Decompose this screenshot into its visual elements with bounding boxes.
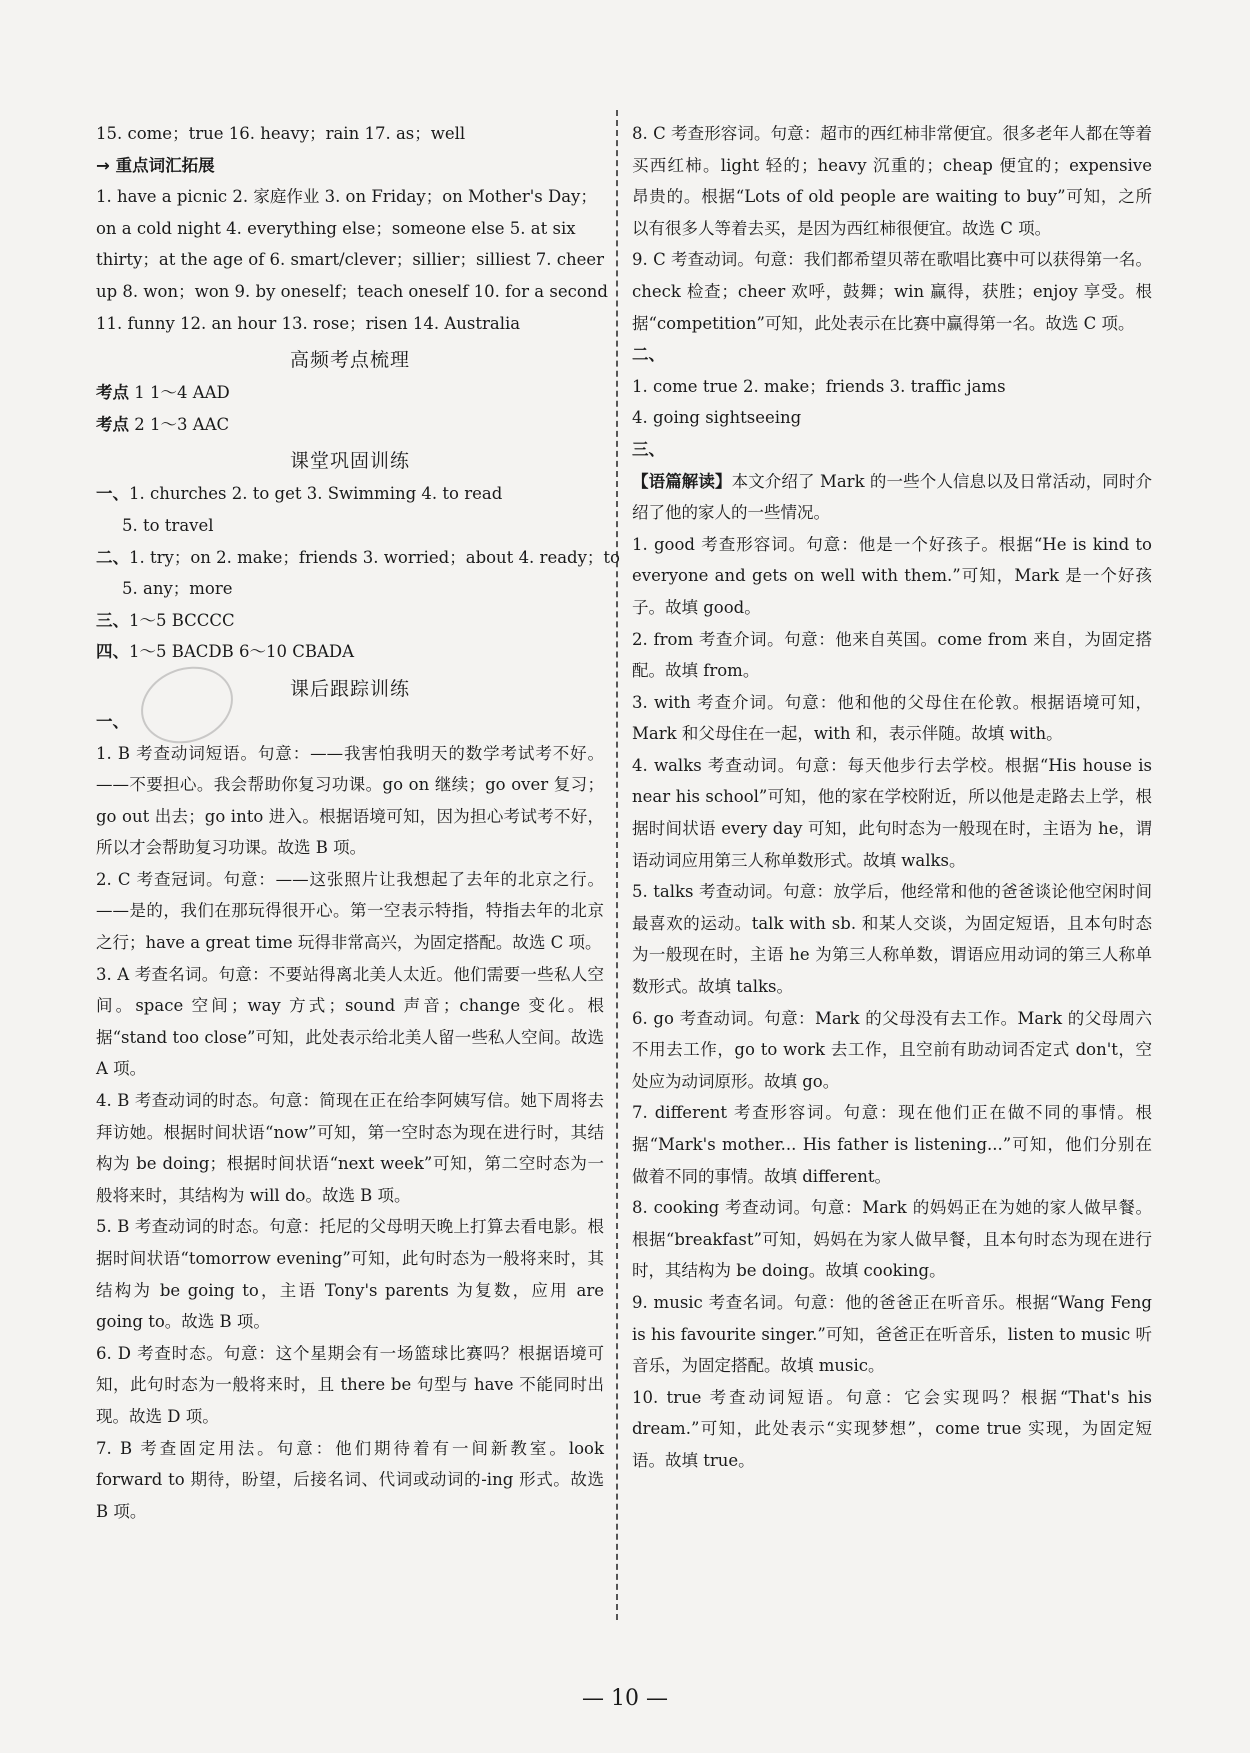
vocab-line: up 8. won；won 9. by oneself；teach oneself 10. for a second	[96, 281, 608, 301]
answer-item: 9. C 考查动词。句意：我们都希望贝蒂在歌唱比赛中可以获得第一名。check 检查；cheer 欢呼，鼓舞；win 赢得，获胜；enjoy 享受。根据“competition”可知，此处表示在比赛中赢得第一名。故选 C 项。	[632, 250, 1152, 333]
answer-item: 1. good 考查形容词。句意：他是一个好孩子。根据“He is kind to everyone and gets on well with them.”可知，Mark 是一个好孩子。故填 good。	[632, 534, 1152, 617]
answer-item: 4. walks 考查动词。句意：每天他步行去学校。根据“His house is near his school”可知，他的家在学校附近，所以他是走路去上学，根据时间状语 every day 可知，此句时态为一般现在时，主语为 he，谓语动词应用第三人称单数形式。故填 walks。	[632, 755, 1152, 870]
answer-item: 7. different 考查形容词。句意：现在他们正在做不同的事情。根据“Mark's mother... His father is listening...”可知，他们分别在做着不同的事情。故填 different。	[632, 1103, 1152, 1186]
section-title: 课后跟踪训练	[289, 677, 410, 700]
practice-line: 二、1. try；on 2. make；friends 3. worried；about 4. ready；to	[96, 547, 620, 567]
part-mark: 三、	[632, 439, 665, 459]
answer-item: 6. D 考查时态。句意：这个星期会有一场篮球比赛吗？根据语境可知，此句时态为一般将来时，且 there be 句型与 have 不能同时出现。故选 D 项。	[96, 1343, 604, 1426]
part-mark: 二、	[632, 345, 665, 365]
left-column	[96, 118, 620, 1527]
answer-item: 3. A 考查名词。句意：不要站得离北美人太近。他们需要一些私人空间。space 空间；way 方式；sound 声音；change 变化。根据“stand too close”可知，此处表示给北美人留一些私人空间。故选 A 项。	[96, 964, 604, 1079]
answer-item: 2. C 考查冠词。句意：——这张照片让我想起了去年的北京之行。——是的，我们在那玩得很开心。第一空表示特指，特指去年的北京之行；have a great time 玩得非常高兴，为固定搭配。故选 C 项。	[96, 869, 604, 953]
section-title: 课堂巩固训练	[289, 450, 410, 473]
right-column	[632, 118, 1152, 1477]
answer-item: 5. talks 考查动词。句意：放学后，他经常和他的爸爸谈论他空闲时间最喜欢的运动。talk with sb. 和某人交谈，为固定短语，且本句时态为一般现在时，主语 he 为第三人称单数，谓语应用动词的第三人称单数形式。故填 talks。	[632, 882, 1152, 997]
answer-item: 6. go 考查动词。句意：Mark 的父母没有去工作。Mark 的父母周六不用去工作，go to work 去工作，且空前有助动词否定式 don't，空处应为动词原形。故填 go。	[632, 1008, 1152, 1091]
answer-item: 10. true 考查动词短语。句意：它会实现吗？根据“That's his dream.”可知，此处表示“实现梦想”，come true 实现，为固定短语。故填 true。	[632, 1387, 1152, 1470]
vocab-heading: → 重点词汇拓展	[96, 155, 215, 175]
vocab-line: on a cold night 4. everything else；someone else 5. at six	[96, 218, 576, 238]
column-divider	[616, 110, 618, 1620]
answer-item: 9. music 考查名词。句意：他的爸爸正在听音乐。根据“Wang Feng is his favourite singer.”可知，爸爸正在听音乐，listen to music 听音乐，为固定搭配。故填 music。	[632, 1292, 1152, 1376]
kaodian-line: 考点 1 1～4 AAD	[96, 383, 230, 403]
vocab-line: 1. have a picnic 2. 家庭作业 3. on Friday；on Mother's Day；	[96, 187, 597, 207]
practice-line: 5. any；more	[122, 579, 233, 599]
practice-line: 四、1～5 BACDB 6～10 CBADA	[96, 642, 355, 662]
arrow-icon: →	[96, 155, 116, 175]
vocab-line: 11. funny 12. an hour 13. rose；risen 14. Australia	[96, 313, 521, 333]
kaodian-line: 考点 2 1～3 AAC	[96, 414, 230, 434]
answer-item: 8. cooking 考查动词。句意：Mark 的妈妈正在为她的家人做早餐。根据“breakfast”可知，妈妈在为家人做早餐，且本句时态为现在进行时，其结构为 be doing。故填 cooking。	[632, 1198, 1152, 1281]
answer-item: 4. B 考查动词的时态。句意：简现在正在给李阿姨写信。她下周将去拜访她。根据时间状语“now”可知，第一空时态为现在进行时，其结构为 be doing；根据时间状语“next week”可知，第二空时态为一般将来时，其结构为 will do。故选 B 项。	[96, 1091, 604, 1205]
vocab-line: thirty；at the age of 6. smart/clever；sillier；silliest 7. cheer	[96, 250, 605, 270]
answer-item: 3. with 考查介词。句意：他和他的父母住在伦敦。根据语境可知，Mark 和父母住在一起，with 和，表示伴随。故填 with。	[632, 692, 1152, 744]
page-number: — 10 —	[582, 1686, 668, 1711]
answer-item: 8. C 考查形容词。句意：超市的西红柿非常便宜。很多老年人都在等着买西红柿。light 轻的；heavy 沉重的；cheap 便宜的；expensive 昂贵的。根据“Lots of old people are waiting to buy”可知，之所以有很多人等着去买，是因为西红柿很便宜。故选 C 项。	[632, 124, 1152, 238]
section-title: 高频考点梳理	[289, 349, 410, 372]
practice-line: 三、1～5 BCCCC	[96, 610, 235, 630]
passage-analysis: 【语篇解读】本文介绍了 Mark 的一些个人信息以及日常活动，同时介绍了他的家人的一些情况。	[632, 471, 1153, 523]
part-mark: 一、	[96, 711, 129, 731]
answer-item: 7. B 考查固定用法。句意：他们期待着有一间新教室。look forward to 期待，盼望，后接名词、代词或动词的-ing 形式。故选 B 项。	[96, 1438, 604, 1521]
answer-item: 2. from 考查介词。句意：他来自英国。come from 来自，为固定搭配。故填 from。	[632, 629, 1152, 681]
answer-item: 1. B 考查动词短语。句意：——我害怕我明天的数学考试考不好。——不要担心。我会帮助你复习功课。go on 继续；go over 复习；go out 出去；go into 进入。根据语境可知，因为担心考试考不好，所以才会帮助复习功课。故选 B 项。	[96, 743, 604, 858]
vocab-list	[96, 181, 608, 339]
answer-item: 5. B 考查动词的时态。句意：托尼的父母明天晚上打算去看电影。根据时间状语“tomorrow evening”可知，此句时态为一般将来时，其结构为 be going to，主语 Tony's parents 为复数，应用 are going to。故选 B 项。	[96, 1217, 604, 1332]
answer-line: 4. going sightseeing	[632, 408, 802, 428]
practice-line: 5. to travel	[122, 515, 214, 535]
answer-line: 1. come true 2. make；friends 3. traffic jams	[632, 376, 1006, 396]
practice-line: 一、1. churches 2. to get 3. Swimming 4. to read	[96, 484, 503, 504]
answer-line: 15. come；true 16. heavy；rain 17. as；well	[96, 124, 466, 143]
